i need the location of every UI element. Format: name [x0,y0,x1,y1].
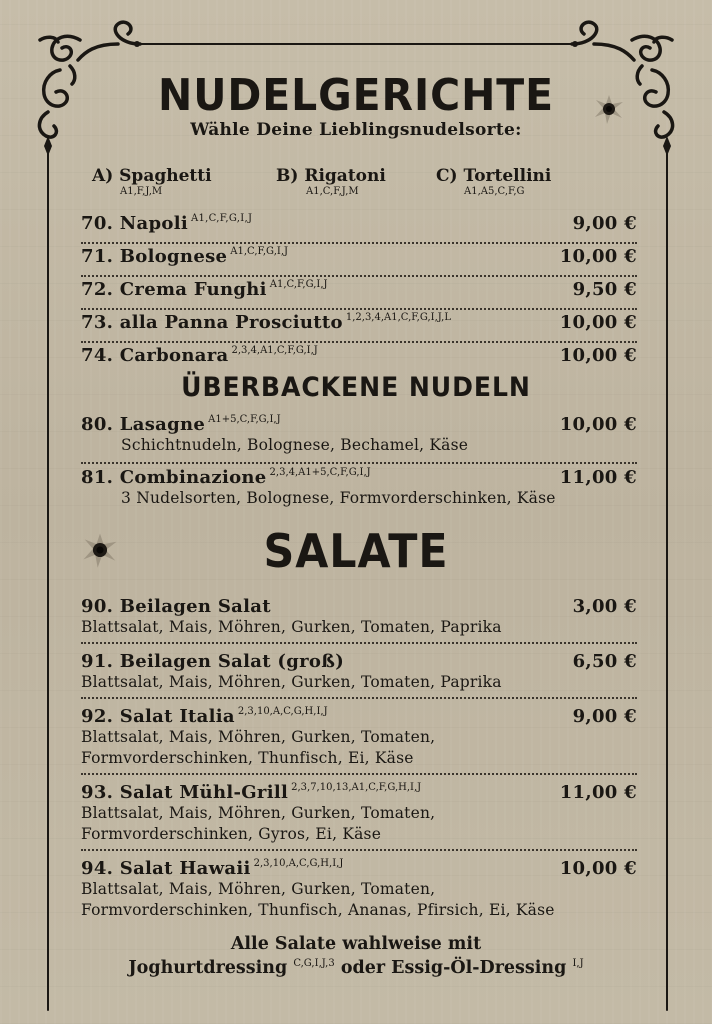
item-description: 3 Nudelsorten, Bolognese, Formvorderschinken, Käse [121,489,556,507]
item-price: 10,00 € [559,345,637,366]
item-price: 10,00 € [559,312,637,333]
menu-item [81,312,637,343]
menu-item [81,858,637,924]
noodle-sort-codes: A1,A5,C,F,G [464,186,525,197]
noodle-sort-codes: A1,F,J,M [120,186,163,197]
item-description: Blattsalat, Mais, Möhren, Gurken, Tomaten, [81,804,436,822]
item-name: 93. Salat Mühl-Grill [81,782,289,803]
dressing-essig-oel: oder Essig-Öl-Dressing [340,958,567,978]
section-subtitle: Wähle Deine Lieblingsnudelsorte: [190,120,522,140]
allergen-codes: 1,2,3,4,A1,C,F,G,I,J,L [345,312,452,323]
item-description: Blattsalat, Mais, Möhren, Gurken, Tomaten, [81,880,436,898]
item-name: 74. Carbonara [81,345,229,366]
item-description: Blattsalat, Mais, Möhren, Gurken, Tomaten, Paprika [81,673,502,691]
allergen-codes: A1,C,F,G,I,J [190,213,253,224]
dressing-note-line-1: Alle Salate wahlweise mit [230,934,482,954]
item-price: 11,00 € [559,467,637,488]
menu-item [81,782,637,851]
item-name: 94. Salat Hawaii [81,858,251,879]
allergen-codes: C,G,I,J,3 [293,958,335,969]
allergen-codes: 2,3,7,10,13,A1,C,F,G,H,I,J [291,782,422,793]
noodle-sort-label: B) Rigatoni [276,166,386,186]
item-description: Schichtnudeln, Bolognese, Bechamel, Käse [121,436,469,454]
item-price: 3,00 € [572,596,637,617]
menu-item [81,279,637,310]
menu-item [81,706,637,775]
menu-item [81,596,637,644]
item-description-2: Formvorderschinken, Thunfisch, Ananas, Pfirsich, Ei, Käse [81,901,555,919]
noodle-sort-b [276,166,386,197]
allergen-codes: A1+5,C,F,G,I,J [208,414,281,425]
item-name: 70. Napoli [81,213,188,234]
item-price: 10,00 € [559,414,637,435]
noodle-sort-label: C) Tortellini [436,166,552,186]
menu-item [81,414,637,464]
item-description: Blattsalat, Mais, Möhren, Gurken, Tomaten, [81,728,436,746]
noodle-sort-codes: A1,C,F,J,M [306,186,359,197]
item-name: 72. Crema Funghi [81,279,267,300]
item-name: 92. Salat Italia [81,706,235,727]
item-price: 11,00 € [559,782,637,803]
section-title-salate: SALATE [263,524,449,578]
noodle-sort-label: A) Spaghetti [92,166,212,186]
allergen-codes: 2,3,10,A,C,G,H,I,J [237,706,328,717]
noodle-sort-c [436,166,551,197]
menu-item [81,467,637,517]
item-name: 81. Combinazione [81,467,267,488]
dressing-note-line-2 [0,958,712,978]
item-description-2: Formvorderschinken, Thunfisch, Ei, Käse [81,749,414,767]
allergen-codes: A1,C,F,G,I,J [230,246,289,257]
item-name: 91. Beilagen Salat (groß) [81,651,345,672]
allergen-codes: 2,3,4,A1,C,F,G,I,J [231,345,318,356]
dressing-joghurt: Joghurtdressing [128,958,288,978]
allergen-codes: 2,3,4,A1+5,C,F,G,I,J [269,467,371,478]
item-price: 10,00 € [559,858,637,879]
allergen-codes: I,J [572,958,584,969]
item-price: 9,50 € [572,279,637,300]
noodle-sort-a [92,166,212,197]
allergen-codes: 2,3,10,A,C,G,H,I,J [253,858,344,869]
menu-item [81,213,637,244]
item-price: 6,50 € [572,651,637,672]
section-title-nudelgerichte: NUDELGERICHTE [158,70,554,121]
menu-item [81,246,637,277]
item-description: Blattsalat, Mais, Möhren, Gurken, Tomaten, Paprika [81,618,502,636]
item-price: 10,00 € [559,246,637,267]
item-name: 90. Beilagen Salat [81,596,271,617]
item-name: 71. Bolognese [81,246,228,267]
allergen-codes: A1,C,F,G,I,J [269,279,328,290]
section-title-ueberbackene-nudeln: ÜBERBACKENE NUDELN [181,372,531,403]
item-name: 73. alla Panna Prosciutto [81,312,343,333]
item-price: 9,00 € [572,213,637,234]
item-name: 80. Lasagne [81,414,206,435]
item-price: 9,00 € [572,706,637,727]
menu-item [81,651,637,699]
item-description-2: Formvorderschinken, Gyros, Ei, Käse [81,825,382,843]
